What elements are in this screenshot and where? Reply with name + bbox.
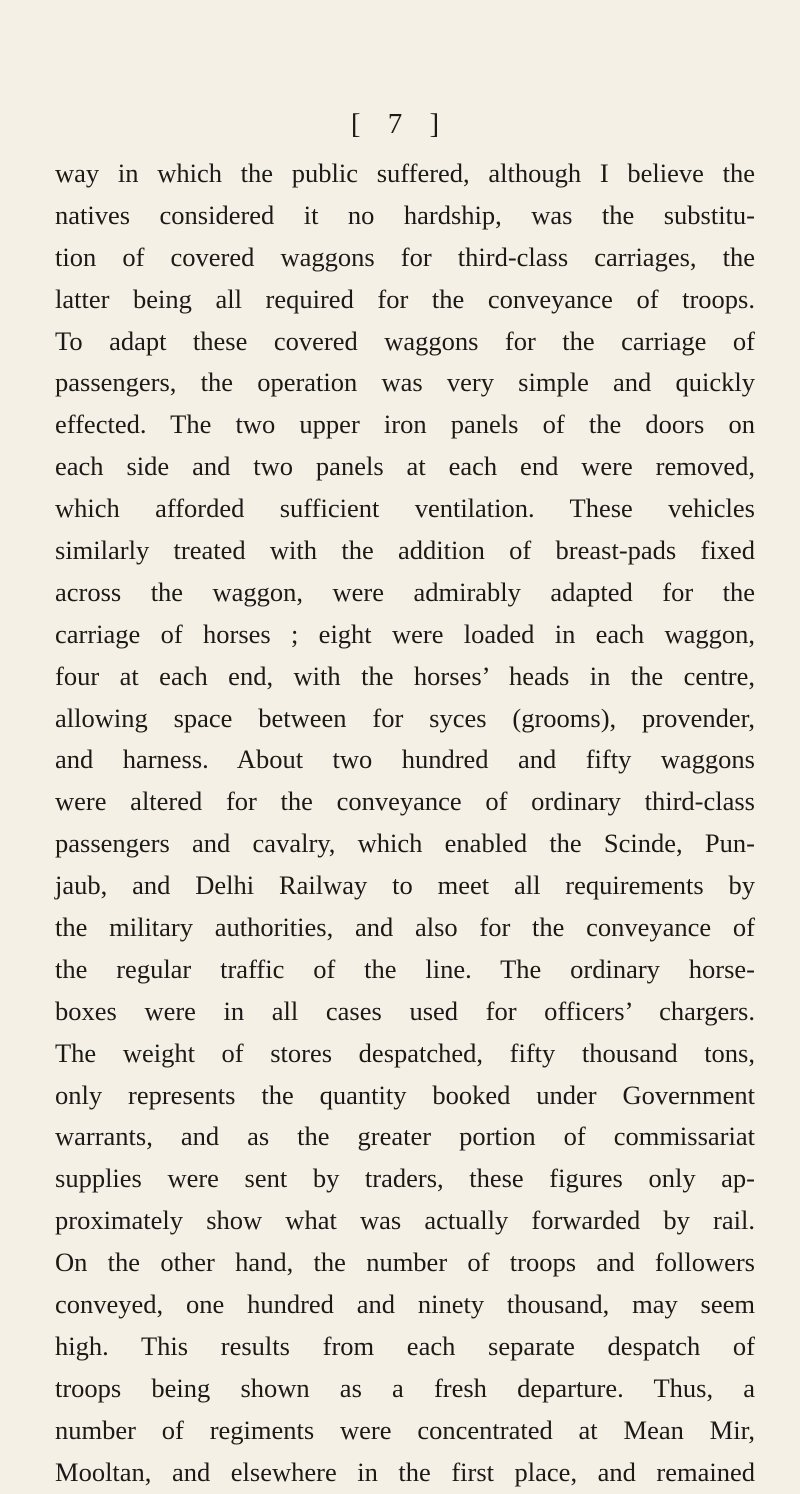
text-line: Mooltan, and elsewhere in the first place, and remained (55, 1456, 755, 1487)
text-line: passengers and cavalry, which enabled the Scinde, Pun- (55, 828, 755, 859)
text-line: allowing space between for syces (grooms), provender, (55, 702, 755, 733)
text-line: similarly treated with the addition of breast-pads fixed (55, 535, 755, 566)
text-line: the regular traffic of the line. The ordinary horse- (55, 953, 755, 984)
body-text (55, 153, 755, 1494)
text-line: boxes were in all cases used for officers’ chargers. (55, 995, 755, 1026)
text-line: jaub, and Delhi Railway to meet all requirements by (55, 870, 755, 901)
text-line: effected. The two upper iron panels of the doors on (55, 409, 755, 440)
text-line: natives considered it no hardship, was the substitu- (55, 199, 755, 230)
text-line: warrants, and as the greater portion of commissariat (55, 1121, 755, 1152)
text-line: On the other hand, the number of troops and followers (55, 1247, 755, 1278)
text-line: and harness. About two hundred and fifty waggons (55, 744, 755, 775)
text-line: high. This results from each separate despatch of (55, 1330, 755, 1361)
text-line: the military authorities, and also for the conveyance of (55, 912, 755, 943)
text-line: latter being all required for the conveyance of troops. (55, 283, 755, 314)
text-line: passengers, the operation was very simple and quickly (55, 367, 755, 398)
text-line: The weight of stores despatched, fifty thousand tons, (55, 1037, 755, 1068)
text-line: only represents the quantity booked under Government (55, 1079, 755, 1110)
text-line: way in which the public suffered, although I believe the (55, 158, 755, 188)
text-line: troops being shown as a fresh departure. Thus, a (55, 1372, 755, 1403)
text-line: four at each end, with the horses’ heads in the centre, (55, 660, 755, 691)
text-line: conveyed, one hundred and ninety thousand, may seem (55, 1289, 755, 1320)
text-line: number of regiments were concentrated at Mean Mir, (55, 1414, 755, 1445)
text-line: each side and two panels at each end were removed, (55, 451, 755, 482)
text-line: across the waggon, were admirably adapted for the (55, 576, 755, 607)
text-line: To adapt these covered waggons for the carriage of (55, 325, 755, 356)
text-line: supplies were sent by traders, these figures only ap- (55, 1163, 755, 1194)
page-number: [ 7 ] (350, 108, 450, 140)
text-line: tion of covered waggons for third-class carriages, the (55, 241, 755, 272)
text-line: carriage of horses ; eight were loaded in each waggon, (55, 618, 755, 649)
text-line: were altered for the conveyance of ordinary third-class (55, 786, 755, 817)
text-line: proximately show what was actually forwarded by rail. (55, 1205, 755, 1236)
text-line: which afforded sufficient ventilation. These vehicles (55, 493, 755, 524)
